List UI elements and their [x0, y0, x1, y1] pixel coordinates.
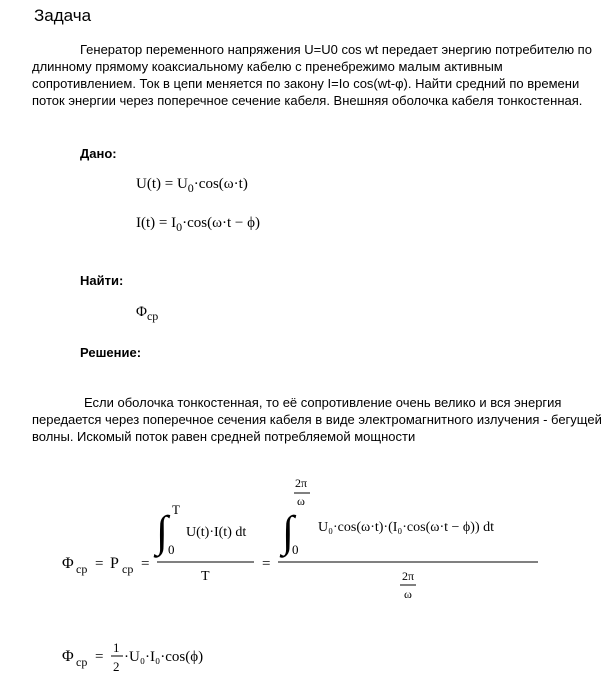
upper-limit-2pi: 2π [295, 476, 308, 490]
current-lhs: I(t) = I [136, 215, 177, 231]
integrand-1: U(t)·I(t) dt [186, 525, 247, 540]
integral-sign-2: ∫ [282, 507, 295, 556]
page-title: Задача [34, 6, 92, 25]
result-numerator: 1 [113, 640, 120, 655]
upper-limit-T: T [172, 502, 180, 517]
upper-limit-omega: ω [297, 494, 305, 508]
problem-statement [32, 41, 608, 109]
result-denominator: 2 [113, 659, 120, 674]
solution-text: Если оболочка тонкостенная, то её сопротивление очень велико и вся энергия передается через поперечное сечения кабеля в виде электромагнитного излучения - бегущей волны. Искомый поток равен средней потребляемой мощности [32, 395, 602, 444]
power-symbol: P [110, 555, 119, 572]
result-flux-subscript: cp [76, 655, 88, 669]
unknown-quantity [136, 304, 158, 324]
result-equals: = [95, 649, 104, 665]
result-rhs: ·U₀·I₀·cos(ϕ) [124, 649, 204, 665]
flux-symbol: Φ [62, 555, 74, 572]
lower-limit-2: 0 [292, 542, 299, 557]
current-subscript: 0 [176, 220, 183, 234]
voltage-rhs: ·cos(ω·t) [193, 176, 248, 192]
lower-limit-1: 0 [168, 542, 175, 557]
voltage-subscript: 0 [187, 181, 194, 195]
equals-sign-1: = [95, 556, 104, 572]
equals-sign-3: = [262, 556, 271, 572]
integral-sign-1: ∫ [156, 507, 169, 556]
denominator-T: T [201, 569, 210, 584]
denominator-omega: ω [404, 587, 412, 601]
given-heading: Дано: [80, 146, 117, 161]
voltage-lhs: U(t) = U [136, 176, 188, 192]
denominator-2pi: 2π [402, 569, 415, 583]
current-rhs: ·cos(ω·t − ϕ) [182, 215, 260, 231]
power-subscript: cp [122, 562, 134, 576]
solution-block [32, 394, 608, 445]
unknown-symbol: Φ [136, 304, 147, 320]
result-equation [0, 630, 614, 685]
average-power-equation [0, 470, 614, 620]
integrand-2: U₀·cos(ω·t)·(I₀·cos(ω·t − ϕ)) dt [318, 520, 495, 535]
find-heading: Найти: [80, 273, 124, 288]
equals-sign-2: = [141, 556, 150, 572]
voltage-formula [136, 176, 248, 196]
unknown-subscript: cp [146, 309, 159, 323]
solution-heading: Решение: [80, 345, 142, 360]
result-flux-symbol: Φ [62, 648, 74, 665]
problem-text: Генератор переменного напряжения U=U0 cos wt передает энергию потребителю по длинному прямому коаксиальному кабелю с пренебрежимо малым активным сопротивлением. Ток в цепи меняется по закону I=Io cos(wt-φ). Найти средний по времени поток энергии через поперечное сечение кабеля. Внешняя оболочка кабеля тонкостенная. [32, 42, 592, 108]
current-formula [136, 215, 260, 235]
flux-subscript: cp [76, 562, 88, 576]
